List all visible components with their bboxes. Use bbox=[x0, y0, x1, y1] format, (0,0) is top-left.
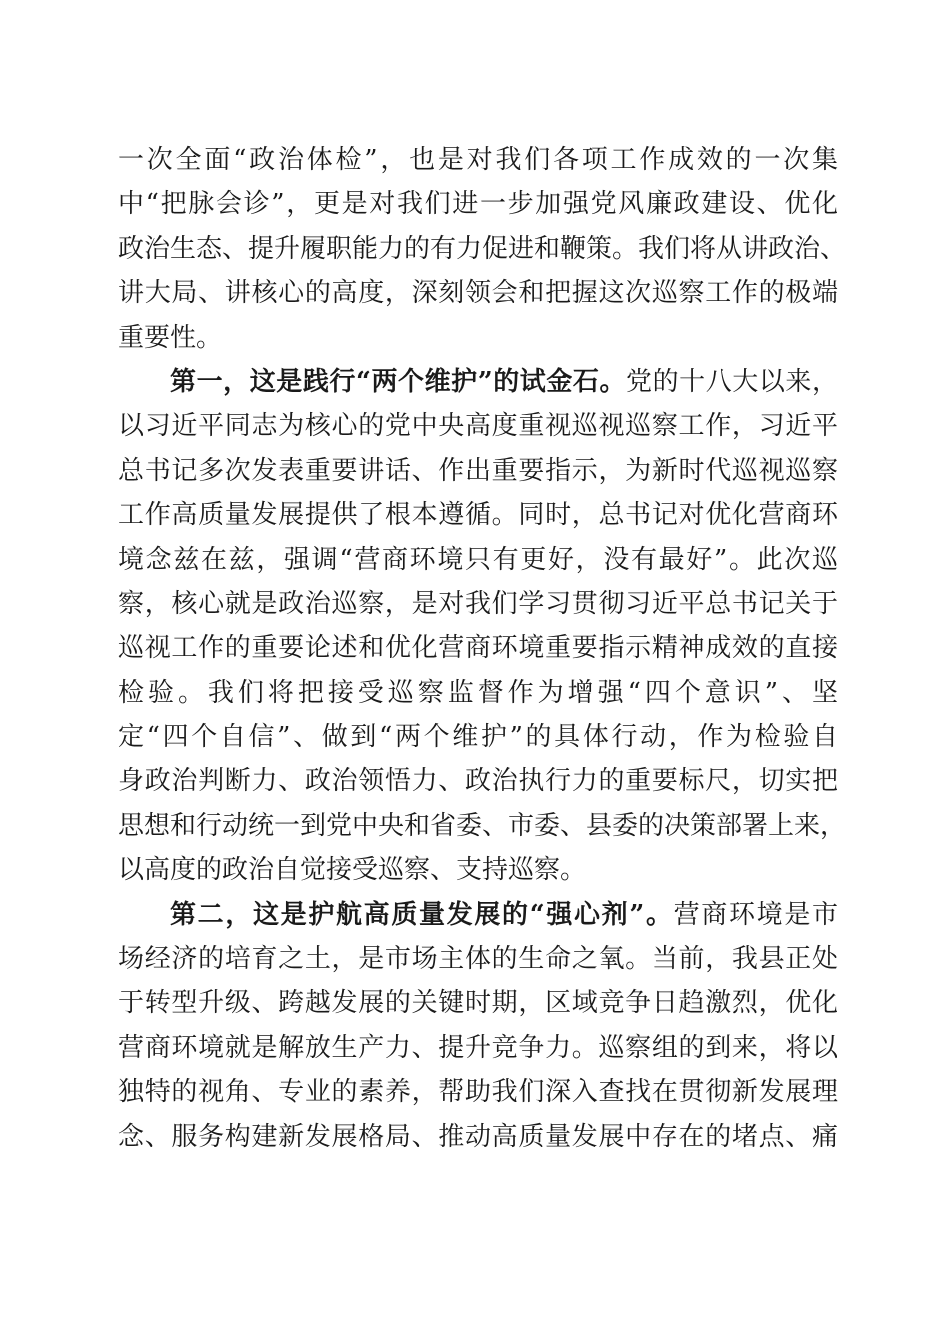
text-line: 身政治判断力、政治领悟力、政治执行力的重要标尺，切实把 bbox=[118, 766, 838, 797]
text-line: 讲大局、讲核心的高度，深刻领会和把握这次巡察工作的极端 bbox=[118, 278, 838, 309]
text-line bbox=[118, 360, 838, 404]
text-line: 察，核心就是政治巡察，是对我们学习贯彻习近平总书记关于 bbox=[118, 588, 838, 619]
text-line bbox=[118, 893, 838, 937]
text-line: 以习近平同志为核心的党中央高度重视巡视巡察工作，习近平 bbox=[118, 411, 838, 442]
text-line: 检验。我们将把接受巡察监督作为增强“四个意识”、坚 bbox=[118, 677, 838, 708]
paragraph-second-point bbox=[118, 893, 838, 1159]
text-line: 念、服务构建新发展格局、推动高质量发展中存在的堵点、痛 bbox=[118, 1121, 838, 1152]
text-line: 政治生态、提升履职能力的有力促进和鞭策。我们将从讲政治、 bbox=[118, 233, 847, 264]
text-line: 中“把脉会诊”，更是对我们进一步加强党风廉政建设、优化 bbox=[118, 189, 838, 220]
point-heading: 第二，这是护航高质量发展的“强心剂”。 bbox=[170, 899, 674, 930]
paragraph-intro bbox=[118, 138, 847, 360]
text-line: 重要性。 bbox=[118, 322, 223, 353]
text-line: 场经济的培育之土，是市场主体的生命之氧。当前，我县正处 bbox=[118, 944, 838, 975]
text-line: 以高度的政治自觉接受巡察、支持巡察。 bbox=[118, 855, 587, 886]
text-fragment: 营商环境是市 bbox=[673, 899, 838, 930]
text-line: 巡视工作的重要论述和优化营商环境重要指示精神成效的直接 bbox=[118, 633, 838, 664]
text-line: 定“四个自信”、做到“两个维护”的具体行动，作为检验自 bbox=[118, 722, 838, 753]
text-line: 于转型升级、跨越发展的关键时期，区域竞争日趋激烈，优化 bbox=[118, 988, 838, 1019]
point-heading: 第一，这是践行“两个维护”的试金石。 bbox=[170, 366, 627, 397]
text-line: 总书记多次发表重要讲话、作出重要指示，为新时代巡视巡察 bbox=[118, 455, 838, 486]
text-fragment: 党的十八大以来， bbox=[626, 366, 838, 397]
text-line: 思想和行动统一到党中央和省委、市委、县委的决策部署上来， bbox=[118, 810, 847, 841]
text-line: 工作高质量发展提供了根本遵循。同时，总书记对优化营商环 bbox=[118, 500, 838, 531]
text-line: 境念兹在兹，强调“营商环境只有更好，没有最好”。此次巡 bbox=[118, 544, 838, 575]
text-line: 独特的视角、专业的素养，帮助我们深入查找在贯彻新发展理 bbox=[118, 1077, 838, 1108]
text-line: 营商环境就是解放生产力、提升竞争力。巡察组的到来，将以 bbox=[118, 1032, 838, 1063]
paragraph-first-point bbox=[118, 360, 847, 893]
text-line: 一次全面“政治体检”，也是对我们各项工作成效的一次集 bbox=[118, 145, 838, 175]
document-body bbox=[118, 138, 847, 1159]
